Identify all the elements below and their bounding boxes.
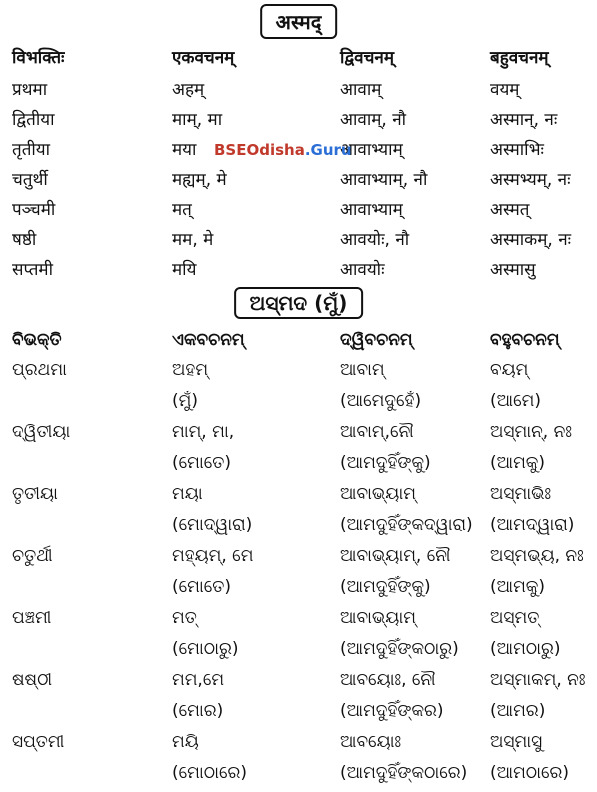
odia-cell-plural: ଅସ୍ମାସୁ [490, 732, 543, 752]
odia-cell-plural: (ଆମଦ୍ୱାରା) [490, 515, 575, 535]
table-row [0, 106, 597, 136]
odia-table-title: ଅସ୍ମଦ (ମୁଁ) [234, 287, 364, 319]
sanskrit-cell-plural: अस्माकम्, नः [490, 230, 572, 250]
table-row [0, 511, 597, 541]
sanskrit-cell-dual: आवाम् [340, 80, 382, 100]
table-row [0, 604, 597, 634]
odia-cell-dual: (ଆମଦୁହିଁଙ୍କଠାରେ) [340, 763, 468, 783]
odia-cell-singular: ମୟା [172, 484, 203, 504]
table-row [0, 196, 597, 226]
odia-cell-plural: (ଆମର) [490, 701, 546, 721]
table-row [0, 166, 597, 196]
sanskrit-cell-dual: आवाभ्याम् [340, 200, 403, 220]
odia-cell-singular: (ମୋତେ) [172, 577, 232, 597]
table-row [0, 387, 597, 417]
odia-cell-singular: (ମୋଠାରୁ) [172, 639, 239, 659]
odia-header-case-name: ବିଭକ୍ତି [12, 330, 62, 350]
sanskrit-cell-dual: आवयोः, नौ [340, 230, 410, 250]
odia-cell-singular: ମତ୍ [172, 608, 197, 628]
sanskrit-cell-case-name: सप्तमी [12, 260, 53, 280]
sanskrit-cell-singular: माम्, मा [172, 110, 223, 130]
table-row [0, 697, 597, 727]
odia-cell-plural: ଅସ୍ମଭ୍ୟ, ନଃ [490, 546, 584, 566]
sanskrit-cell-case-name: पञ्चमी [12, 200, 56, 220]
odia-cell-singular: (ମୋଠାରେ) [172, 763, 247, 783]
table-row [0, 542, 597, 572]
odia-cell-plural: (ଆମେ) [490, 391, 541, 411]
sanskrit-cell-case-name: चतुर्थी [12, 170, 48, 190]
odia-cell-singular: (ମୋତେ) [172, 453, 232, 473]
sanskrit-cell-singular: मया [172, 140, 197, 160]
odia-cell-dual: ଆବାମ୍ [340, 360, 385, 380]
odia-cell-dual: ଆବୟୋଃ, ନୌ [340, 670, 436, 690]
odia-cell-dual: (ଆମେଦୁହେଁ) [340, 391, 422, 411]
table-row [0, 256, 597, 286]
odia-cell-singular: (ମୋର) [172, 701, 224, 721]
odia-cell-dual: ଆବାମ୍,ନୌ [340, 422, 414, 442]
odia-cell-plural: ଅସ୍ମତ୍ [490, 608, 540, 628]
odia-header-singular: ଏକବଚନମ୍ [172, 330, 245, 350]
sanskrit-cell-plural: अस्माभिः [490, 140, 544, 160]
sanskrit-table-title: अस्मद् [260, 4, 338, 39]
table-row [0, 356, 597, 386]
sanskrit-cell-singular: मयि [172, 260, 197, 280]
sanskrit-cell-dual: आवाभ्याम्, नौ [340, 170, 428, 190]
sanskrit-header-singular: एकवचनम् [172, 48, 235, 68]
odia-cell-singular: ମାମ୍, ମା, [172, 422, 235, 442]
sanskrit-cell-dual: आवाभ्याम् [340, 140, 403, 160]
table-row [0, 480, 597, 510]
odia-cell-singular: ଅହମ୍ [172, 360, 209, 380]
odia-cell-plural: (ଆମକୁ) [490, 453, 545, 473]
odia-cell-dual: (ଆମଦୁହିଁଙ୍କୁ) [340, 453, 431, 473]
odia-cell-singular: ମମ,ମେ [172, 670, 225, 690]
odia-cell-singular: (ମୋଦ୍ୱାରା) [172, 515, 253, 535]
odia-cell-case-name: ଚତୁର୍ଥୀ [12, 546, 53, 566]
sanskrit-cell-dual: आवाम्, नौ [340, 110, 407, 130]
odia-cell-plural: ଅସ୍ମାଭିଃ [490, 484, 552, 504]
odia-header-row [0, 326, 597, 356]
odia-cell-dual: (ଆମଦୁହିଁଙ୍କର) [340, 701, 444, 721]
sanskrit-cell-case-name: षष्ठी [12, 230, 37, 250]
odia-cell-plural: (ଆମଠାରେ) [490, 763, 570, 783]
table-row [0, 136, 597, 166]
odia-cell-case-name: ପଞ୍ଚମୀ [12, 608, 52, 628]
odia-cell-plural: (ଆମଠାରୁ) [490, 639, 561, 659]
odia-cell-dual: ଆବାଭ୍ୟାମ୍ [340, 484, 416, 504]
sanskrit-cell-plural: अस्मासु [490, 260, 536, 280]
sanskrit-header-row [0, 44, 597, 74]
odia-cell-singular: ମହ୍ୟମ୍, ମେ [172, 546, 254, 566]
odia-cell-dual: ଆବାଭ୍ୟାମ୍, ନୌ [340, 546, 451, 566]
table-row [0, 573, 597, 603]
odia-cell-dual: ଆବୟୋଃ [340, 732, 402, 752]
odia-cell-singular: (ମୁଁ) [172, 391, 198, 411]
odia-cell-dual: (ଆମଦୁହିଁଙ୍କଠାରୁ) [340, 639, 459, 659]
sanskrit-cell-singular: मह्यम्, मे [172, 170, 227, 190]
sanskrit-header-plural: बहुवचनम् [490, 48, 549, 68]
odia-cell-plural: ଅସ୍ମାନ୍, ନଃ [490, 422, 572, 442]
watermark-main: BSEOdisha [214, 141, 305, 159]
odia-cell-plural: ବୟମ୍ [490, 360, 529, 380]
table-row [0, 666, 597, 696]
sanskrit-cell-singular: अहम् [172, 80, 205, 100]
table-row [0, 728, 597, 758]
sanskrit-cell-plural: अस्मत् [490, 200, 530, 220]
odia-cell-case-name: ତୃତୀୟା [12, 484, 58, 504]
table-row [0, 759, 597, 789]
odia-cell-case-name: ସପ୍ତମୀ [12, 732, 65, 752]
odia-cell-singular: ମୟି [172, 732, 199, 752]
watermark-suffix: .Guru [304, 141, 352, 159]
sanskrit-cell-dual: आवयोः [340, 260, 385, 280]
sanskrit-cell-singular: मम, मे [172, 230, 214, 250]
odia-cell-dual: (ଆମଦୁହିଁଙ୍କୁ) [340, 577, 431, 597]
sanskrit-header-case-name: विभक्तिः [12, 48, 65, 68]
odia-cell-case-name: ଷଷ୍ଠୀ [12, 670, 53, 690]
odia-header-plural: ବହୁବଚନମ୍ [490, 330, 560, 350]
odia-header-dual: ଦ୍ୱିବଚନମ୍ [340, 330, 413, 350]
table-row [0, 226, 597, 256]
odia-cell-dual: ଆବାଭ୍ୟାମ୍ [340, 608, 416, 628]
odia-cell-plural: (ଆମକୁ) [490, 577, 545, 597]
sanskrit-cell-singular: मत् [172, 200, 192, 220]
sanskrit-cell-plural: अस्मभ्यम्, नः [490, 170, 571, 190]
odia-cell-plural: ଅସ୍ମାକମ୍, ନଃ [490, 670, 586, 690]
table-row [0, 418, 597, 448]
table-row [0, 635, 597, 665]
odia-cell-case-name: ପ୍ରଥମା [12, 360, 67, 380]
sanskrit-header-dual: द्विवचनम् [340, 48, 395, 68]
watermark-logo [214, 136, 352, 164]
sanskrit-cell-case-name: प्रथमा [12, 80, 48, 100]
table-row [0, 449, 597, 479]
sanskrit-cell-case-name: द्वितीया [12, 110, 55, 130]
odia-cell-dual: (ଆମଦୁହିଁଙ୍କଦ୍ୱାରା) [340, 515, 473, 535]
sanskrit-cell-plural: वयम् [490, 80, 520, 100]
sanskrit-cell-plural: अस्मान्, नः [490, 110, 558, 130]
odia-cell-case-name: ଦ୍ୱିତୀୟା [12, 422, 71, 442]
sanskrit-cell-case-name: तृतीया [12, 140, 51, 160]
table-row [0, 76, 597, 106]
